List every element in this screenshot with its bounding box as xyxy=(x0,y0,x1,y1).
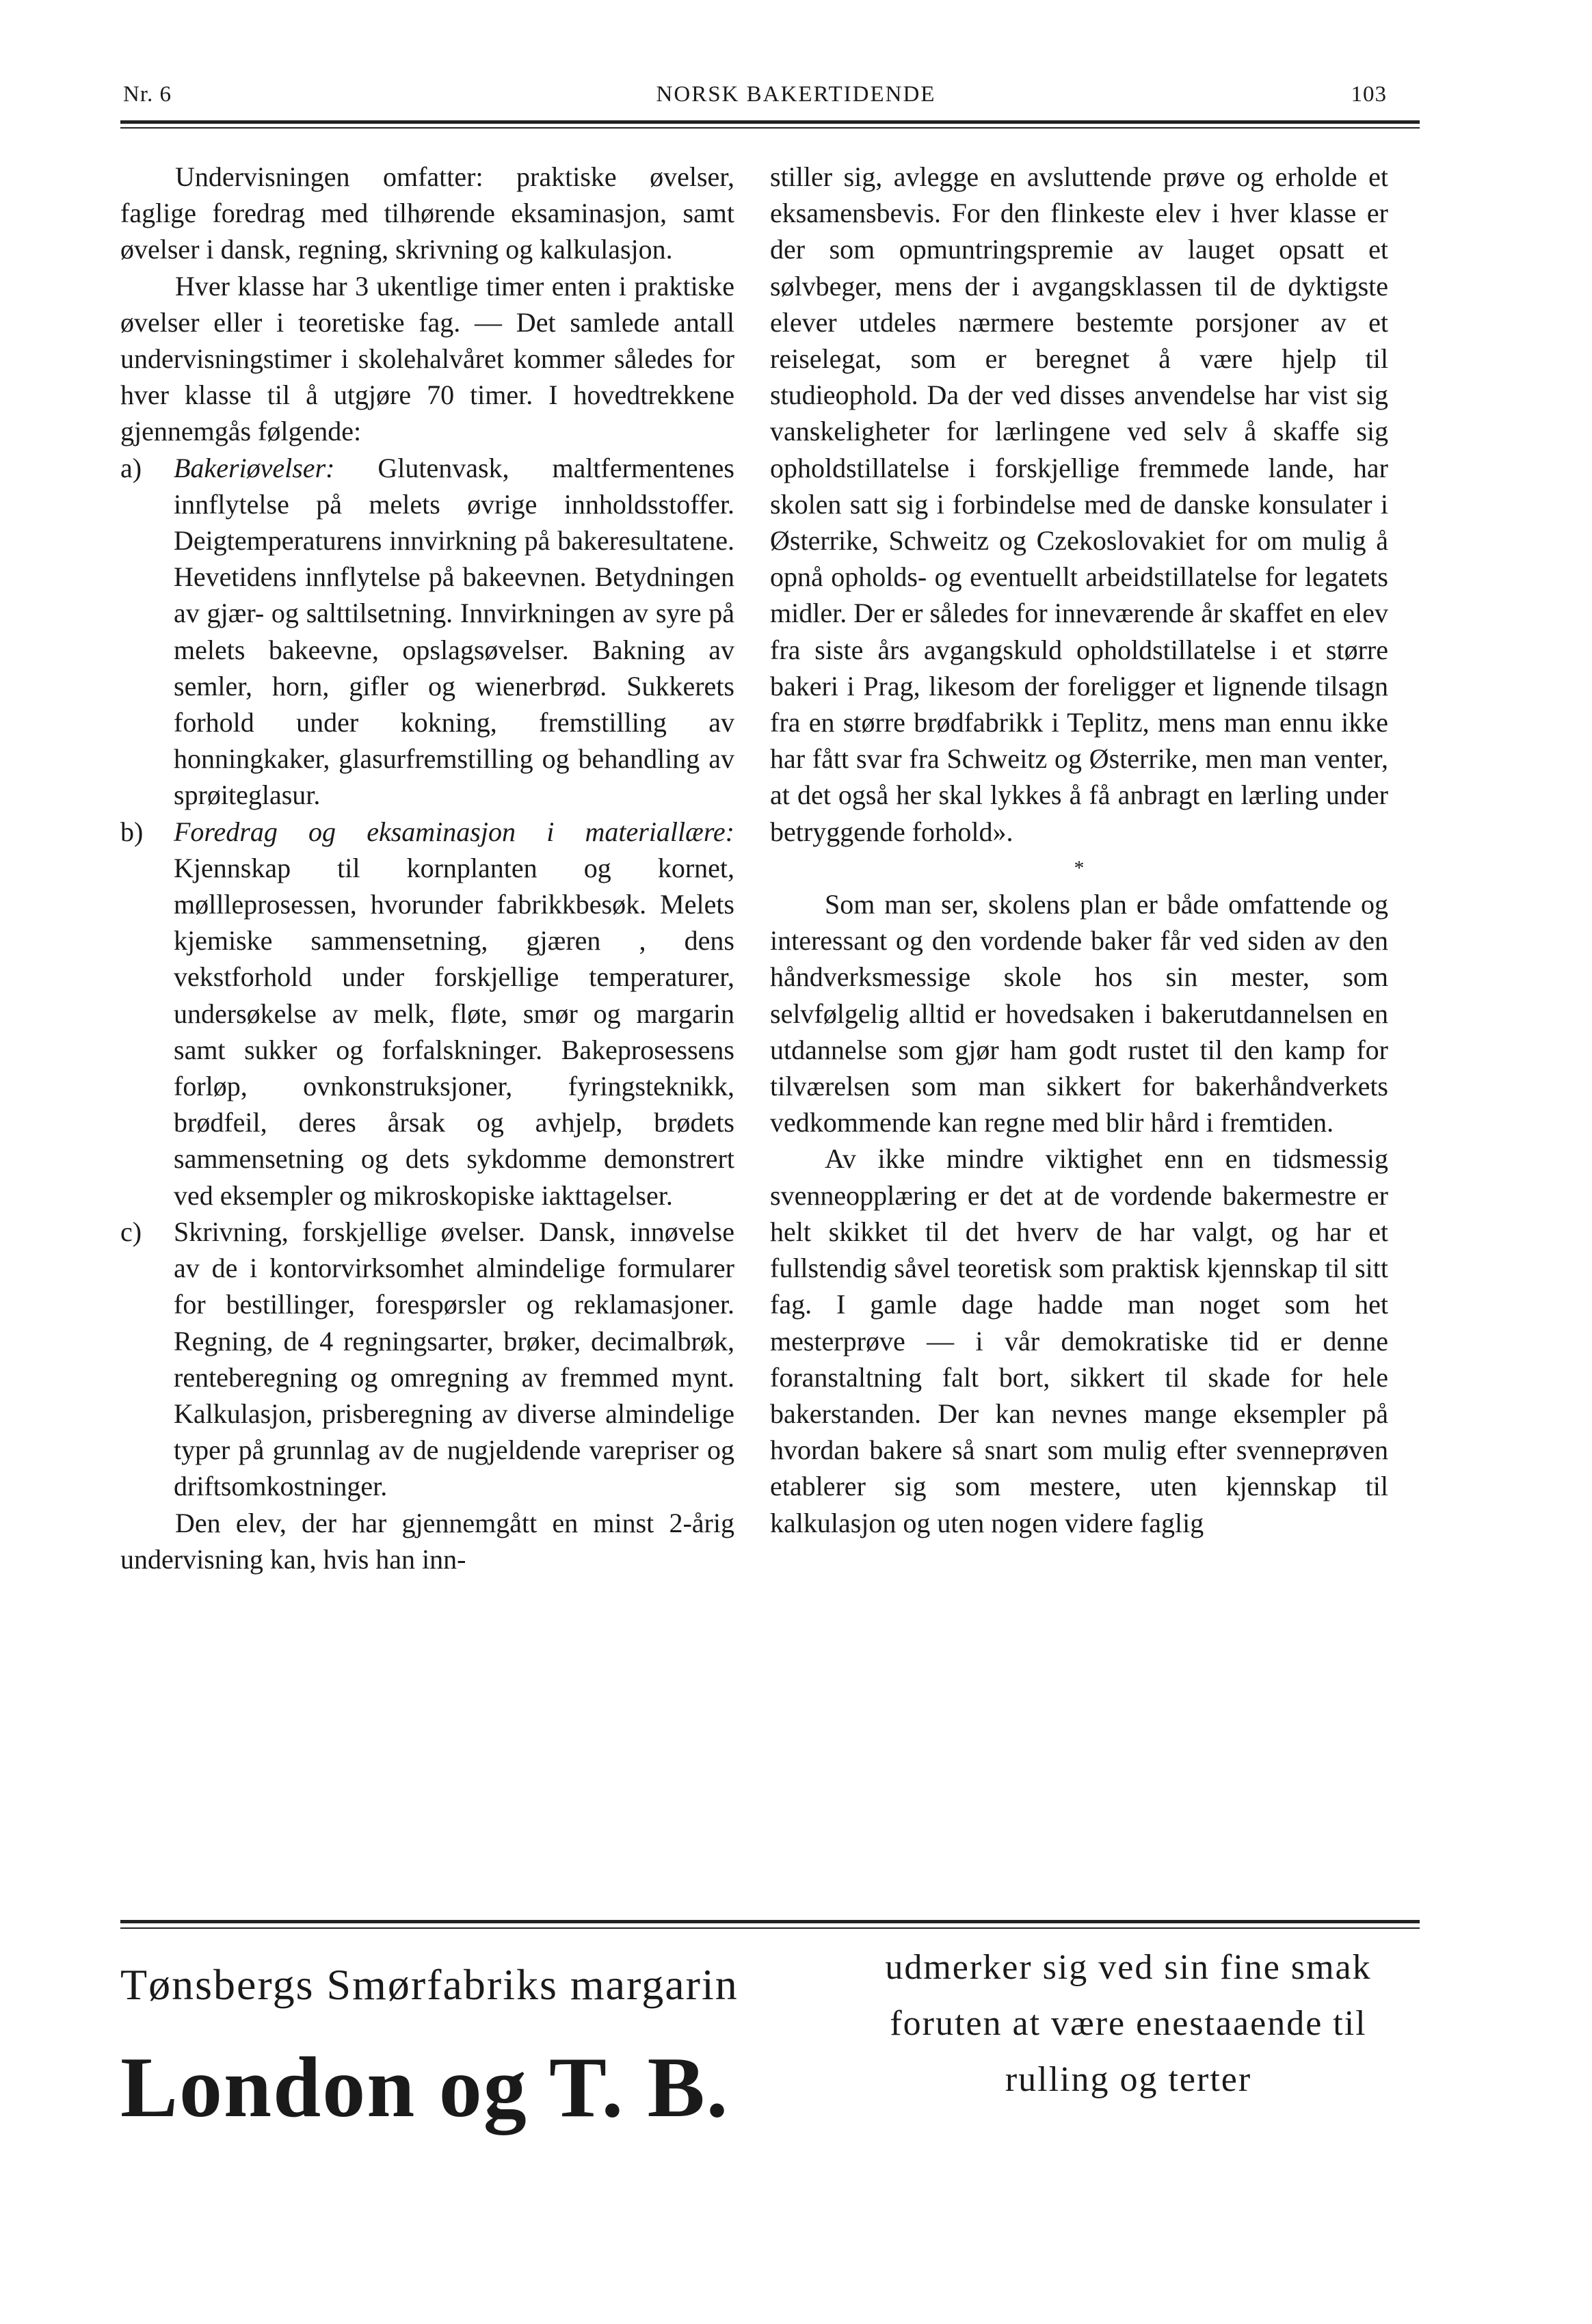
ad-product-name: London og T. B. xyxy=(120,2040,730,2135)
ad-tagline-1: udmerker sig ved sin fine smak xyxy=(885,1948,1372,1987)
list-title-b: Foredrag og eksaminasjon i materiallære: xyxy=(174,816,734,847)
list-item-c xyxy=(120,1214,734,1505)
header-rule-thin xyxy=(120,127,1420,129)
list-text-a: Glutenvask, maltfermentenes innflytelse på melets øvrige innholdsstoffer. Deigtemperaturens innvirkning på bakeresultatene. Hevetidens innflytelse på bakeevnen. Betydningen av gjær- og salttilsetning. Innvirkningen av syre på melets bakeevne, opslagsøvelser. Bakning av semler, horn, gifler og wienerbrød. Sukkerets forhold under kokning, fremstilling av honningkaker, glasurfremstilling og behandling av sprøiteglasur. xyxy=(174,452,734,811)
ad-company-line: Tønsbergs Smørfabriks margarin xyxy=(120,1960,739,2009)
intro-paragraph: Undervisningen omfatter: praktiske øvelser, faglige foredrag med tilhørende eksaminasjon, samt øvelser i dansk, regning, skrivning og kalkulasjon. xyxy=(120,161,734,265)
list-title-a: Bakeriøvelser: xyxy=(174,452,378,483)
journal-title: NORSK BAKERTIDENDE xyxy=(656,82,936,107)
list-text-b: Kjennskap til kornplanten og kornet, møllleprosessen, hvorunder fabrikkbesøk. Melets kjemiske sammensetning, gjæren , dens vekstforhold under forskjellige temperaturer, undersøkelse av melk, fløte, smør og margarin samt sukker og forfalskninger. Bakeprosessens forløp, ovnkonstruksjoner, fyringsteknikk, brødfeil, deres årsak og avhjelp, brødets sammensetning og dets sykdomme demonstrert ved eksempler og mikroskopiske iakttagelser. xyxy=(174,852,734,1211)
issue-number: Nr. 6 xyxy=(123,82,172,107)
ad-rule-thick xyxy=(120,1920,1420,1923)
ad-tagline-3: rulling og terter xyxy=(1005,2060,1252,2099)
hours-paragraph: Hver klasse har 3 ukentlige timer enten i praktiske øvelser eller i teoretiske fag. — Det samlede antall undervisningstimer i skolehalvåret kommer således for hver klasse til å utgjøre 70 timer. I hovedtrekkene gjennemgås følgende: xyxy=(120,270,734,447)
right-column xyxy=(770,159,1388,1541)
closing-paragraph: Den elev, der har gjennemgått en minst 2-årig undervisning kan, hvis han inn- xyxy=(120,1507,734,1575)
header-rule-thick xyxy=(120,120,1420,124)
list-label-a: a) xyxy=(120,452,142,483)
list-item-b xyxy=(120,814,734,1214)
ad-rule-thin xyxy=(120,1927,1420,1929)
section-separator: * xyxy=(1074,856,1085,879)
list-label-c: c) xyxy=(120,1216,142,1247)
list-label-b: b) xyxy=(120,816,144,847)
continuation-paragraph: stiller sig, avlegge en avsluttende prøve og erholde et eksamensbevis. For den flinkeste elev i hver klasse er der som opmuntringspremie av lauget opsatt et sølvbeger, mens der i avgangsklassen til de dyktigste elever utdeles nærmere bestemte porsjoner av et reiselegat, som er beregnet å være hjelp til studieophold. Da der ved disses anvendelse har vist sig vanskeligheter for lærlingene ved selv å skaffe sig opholdstillatelse i forskjellige fremmede lande, har skolen satt sig i forbindelse med de danske konsulater i Østerrike, Schweitz og Czekoslovakiet for om mulig å opnå opholds- og eventuellt arbeidstillatelse for legatets midler. Der er således for inneværende år skaffet en elev fra siste års avgangskuld opholdstillatelse i et større bakeri i Prag, likesom der foreligger et lignende tilsagn fra en større brødfabrikk i Teplitz, mens man ennu ikke har fått svar fra Schweitz og Østerrike, men man venter, at det også her skal lykkes å få anbragt en lærling under betryggende forhold». xyxy=(770,161,1388,847)
list-item-a xyxy=(120,450,734,814)
plan-paragraph: Som man ser, skolens plan er både omfattende og interessant og den vordende baker får ved siden av den håndverksmessige skole hos sin mester, som selvfølgelig alltid er hovedsaken i bakerutdannelsen en utdannelse som gjør ham godt rustet til den kamp for tilværelsen som man sikkert for bakerhåndverkets vedkommende kan regne med blir hård i fremtiden. xyxy=(770,889,1388,1138)
page-number: 103 xyxy=(1351,82,1387,107)
ad-tagline-2: foruten at være enestaaende til xyxy=(890,2004,1367,2043)
left-column xyxy=(120,159,734,1577)
mastery-paragraph: Av ikke mindre viktighet enn en tidsmessig svenneopplæring er det at de vordende bakermestre er helt skikket til det hverv de har valgt, og har et fullstendig såvel teoretisk som praktisk kjennskap til sitt fag. I gamle dage hadde man noget som het mesterprøve — i vår demokratiske tid er denne foranstaltning falt bort, sikkert til skade for hele bakerstanden. Der kan nevnes mange eksempler på hvordan bakere så snart som mulig efter svenneprøven etablerer sig som mestere, uten kjennskap til kalkulasjon og uten nogen videre faglig xyxy=(770,1143,1388,1538)
list-text-c: Skrivning, forskjellige øvelser. Dansk, innøvelse av de i kontorvirksomhet almindelige formularer for bestillinger, forespørsler og reklamasjoner. Regning, de 4 regningsarter, brøker, decimalbrøk, renteberegning og omregning av fremmed mynt. Kalkulasjon, prisberegning av diverse almindelige typer på grunnlag av de nugjeldende varepriser og driftsomkostninger. xyxy=(174,1216,734,1502)
